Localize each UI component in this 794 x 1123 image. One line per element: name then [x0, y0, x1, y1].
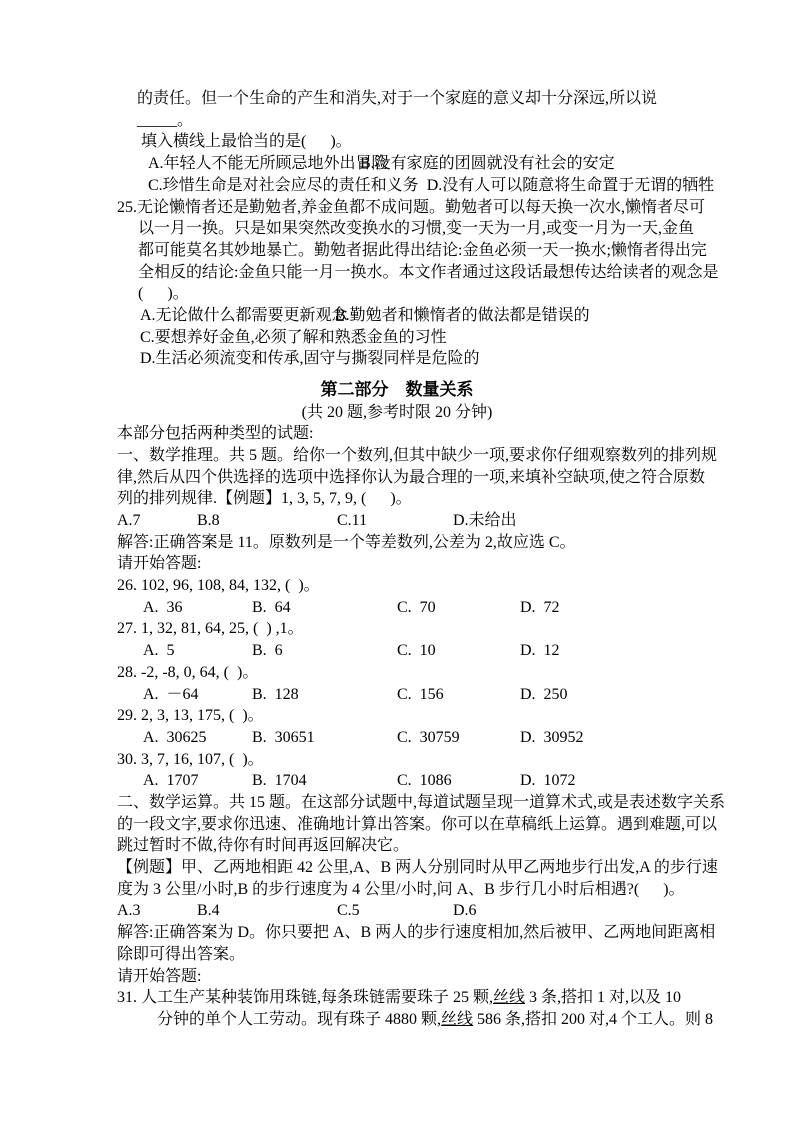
section1-example-option-a: A.7	[117, 511, 141, 529]
q25-stem-line-4: 全相反的结论:金鱼只能一月一换水。本文作者通过这段话最想传达给读者的观念是	[138, 263, 719, 281]
q28-option-d: D. 250	[520, 685, 568, 703]
q24-prompt: 填入横线上最恰当的是( )。	[141, 133, 352, 151]
q25-options-row-ab	[0, 305, 794, 327]
q26-option-b: B. 64	[252, 598, 291, 616]
q31-underlined-term-2: 丝线	[441, 1010, 474, 1028]
q24-options-row-ab	[0, 153, 794, 175]
section2-desc-line-1: 二、数学运算。共 15 题。在这部分试题中,每道试题呈现一道算术式,或是表述数字关系	[117, 793, 726, 811]
q30-options-row	[0, 770, 794, 792]
q24-blank-line: _____。	[137, 111, 194, 129]
section2-example-line-1: 【例题】甲、乙两地相距 42 公里,A、B 两人分别同时从甲乙两地步行出发,A 的步行速	[117, 859, 718, 877]
part2-intro: 本部分包括两种类型的试题:	[117, 425, 314, 443]
section2-example-option-a: A.3	[117, 902, 141, 920]
q25-stem-line-1: 25.无论懒惰者还是勤勉者,养金鱼都不成问题。勤勉者可以每天换一次水,懒惰者尽可	[117, 198, 706, 216]
q30-option-c: C. 1086	[397, 772, 452, 790]
q24-option-c: C.珍惜生命是对社会应尽的责任和义务	[148, 176, 419, 194]
q26-option-c: C. 70	[397, 598, 436, 616]
q31-number: 31.	[117, 989, 141, 1007]
q29-option-a: A. 30625	[143, 728, 207, 746]
q31-text-1b: 3 条,搭扣 1 对,以及 10	[525, 989, 682, 1007]
q31-stem-line-2	[0, 1009, 794, 1031]
q27-option-b: B. 6	[252, 642, 283, 660]
q24-option-b: B.没有家庭的团圆就没有社会的安定	[360, 155, 615, 173]
q28-option-a: A. －64	[143, 685, 199, 703]
q30-option-a: A. 1707	[143, 772, 199, 790]
section2-desc-line-3: 跳过暂时不做,待你有时间再返回解决它。	[117, 837, 410, 855]
q31-text-1a: 人工生产某种装饰用珠链,每条珠链需要珠子 25 颗,	[141, 989, 494, 1007]
q26-option-a: A. 36	[143, 598, 183, 616]
q28-options-row	[0, 684, 794, 706]
q31-text-2b: 586 条,搭扣 200 对,4 个工人。则 8	[473, 1010, 714, 1028]
section2-explanation-line-1: 解答:正确答案为 D。你只要把 A、B 两人的步行速度相加,然后被甲、乙两地间距离相	[117, 924, 716, 942]
q24-text-line-1: 的责任。但一个生命的产生和消失,对于一个家庭的意义却十分深远,所以说	[137, 90, 658, 107]
section1-example-options-row	[0, 510, 794, 532]
section2-begin: 请开始答题:	[117, 967, 202, 985]
q31-text-2a: 分钟的单个人工劳动。现有珠子 4880 颗,	[157, 1010, 442, 1028]
q24-option-a: A.年轻人不能无所顾忌地外出冒险	[148, 155, 388, 173]
q25-option-b: B.勤勉者和懒惰者的做法都是错误的	[335, 307, 590, 325]
q28-option-b: B. 128	[252, 685, 299, 703]
section1-begin: 请开始答题:	[117, 555, 202, 573]
q24-option-d: D.没有人可以随意将生命置于无谓的牺牲	[426, 176, 715, 194]
part2-subtitle: (共 20 题,参考时限 20 分钟)	[301, 404, 493, 422]
section1-example-option-d: D.未给出	[453, 511, 517, 529]
q26-options-row	[0, 597, 794, 619]
section-gap	[0, 370, 794, 378]
q25-stem-line-2: 以一月一换。只是如果突然改变换水的习惯,变一天为一月,或变一月为一天,金鱼	[138, 220, 695, 238]
part2-title: 第二部分 数量关系	[320, 380, 474, 400]
q26-option-d: D. 72	[520, 598, 560, 616]
section1-example-option-c: C.11	[337, 511, 368, 529]
section2-example-option-d: D.6	[453, 902, 477, 920]
section2-example-line-2: 度为 3 公里/小时,B 的步行速度为 4 公里/小时,问 A、B 步行几小时后相遇?( )。	[117, 880, 685, 898]
q24-options-row-cd	[0, 175, 794, 197]
q29-option-c: C. 30759	[397, 728, 460, 746]
q27-option-c: C. 10	[397, 642, 436, 660]
q30-stem: 30. 3, 7, 16, 107, ( )。	[117, 750, 264, 768]
q28-stem: 28. -2, -8, 0, 64, ( )。	[117, 663, 259, 681]
q27-option-a: A. 5	[143, 642, 175, 660]
q31-stem-line-1	[0, 987, 794, 1009]
q26-stem: 26. 102, 96, 108, 84, 132, ( )。	[117, 577, 320, 595]
q30-option-d: D. 1072	[520, 772, 576, 790]
section2-explanation-line-2: 除即可得出答案。	[117, 945, 246, 963]
q27-option-d: D. 12	[520, 642, 560, 660]
section2-desc-line-2: 的一段文字,要求你迅速、准确地计算出答案。你可以在草稿纸上运算。遇到难题,可以	[117, 815, 718, 833]
q25-option-c: C.要想养好金鱼,必须了解和熟悉金鱼的习性	[140, 328, 447, 346]
section1-example-option-b: B.8	[197, 511, 220, 529]
q25-option-d: D.生活必须流变和传承,固守与撕裂同样是危险的	[140, 350, 480, 368]
section1-desc-line-1: 一、数学推理。共 5 题。给你一个数列,但其中缺少一项,要求你仔细观察数列的排列规	[117, 446, 718, 464]
q29-stem: 29. 2, 3, 13, 175, ( )。	[117, 707, 264, 725]
q27-stem: 27. 1, 32, 81, 64, 25, ( ) ,1。	[117, 620, 304, 638]
section1-desc-line-2: 律,然后从四个供选择的选项中选择你认为最合理的一项,来填补空缺项,使之符合原数	[117, 468, 706, 486]
section2-example-option-c: C.5	[337, 902, 360, 920]
section1-explanation: 解答:正确答案是 11。原数列是一个等差数列,公差为 2,故应选 C。	[117, 533, 576, 551]
section2-example-options-row	[0, 900, 794, 922]
q29-option-b: B. 30651	[252, 728, 315, 746]
q25-stem-line-5: ( )。	[138, 285, 189, 303]
q31-underlined-term-1: 丝线	[493, 989, 526, 1007]
q30-option-b: B. 1704	[252, 772, 307, 790]
q27-options-row	[0, 640, 794, 662]
q29-option-d: D. 30952	[520, 728, 584, 746]
q25-stem-line-3: 都可能莫名其妙地暴亡。勤勉者据此得出结论:金鱼必须一天一换水;懒惰者得出完	[138, 241, 707, 259]
section2-example-option-b: B.4	[197, 902, 220, 920]
section1-desc-line-3: 列的排列规律.【例题】1, 3, 5, 7, 9, ( )。	[117, 490, 412, 508]
q29-options-row	[0, 727, 794, 749]
q28-option-c: C. 156	[397, 685, 444, 703]
q25-option-a: A.无论做什么都需要更新观念	[140, 307, 348, 325]
